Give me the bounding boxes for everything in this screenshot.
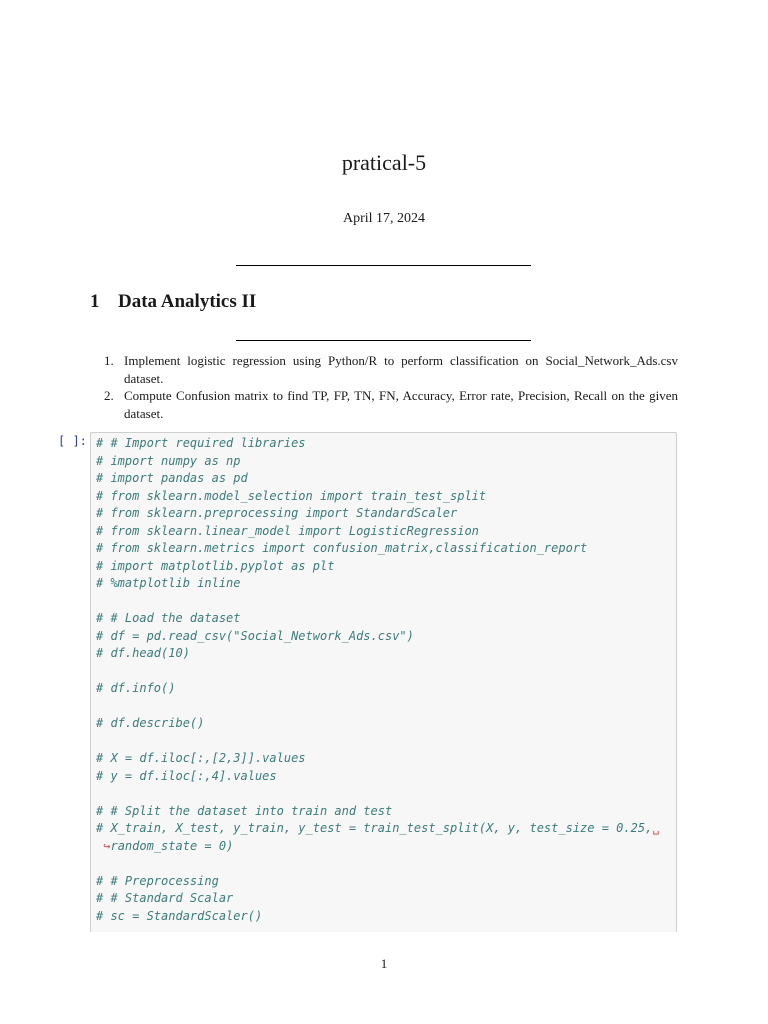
code-line (96, 698, 676, 716)
document-title: pratical-5 (341, 150, 427, 175)
line-continuation-icon: ␣ (652, 821, 660, 835)
code-line (96, 820, 676, 838)
code-line: # import pandas as pd (96, 471, 248, 485)
section-title: Data Analytics II (118, 291, 257, 312)
code-line: # from sklearn.metrics import confusion_matrix,classification_report (96, 541, 588, 555)
section-heading (90, 291, 256, 313)
code-line: # sc = StandardScaler() (96, 908, 263, 923)
code-line-text: random_state = 0) (110, 838, 234, 853)
code-line: # df.describe() (96, 716, 205, 730)
code-line: # df.info() (96, 681, 176, 695)
horizontal-rule-bottom (236, 340, 531, 341)
task-text: Implement logistic regression using Python/R to perform classification on Social_Network_Ads.csv dataset. (124, 353, 678, 386)
code-line: # df.head(10) (96, 646, 190, 660)
code-line: # # Standard Scalar (96, 891, 234, 905)
task-list (104, 352, 678, 422)
code-line: # from sklearn.model_selection import train_test_split (96, 488, 487, 503)
horizontal-rule-top (236, 265, 531, 266)
code-line (96, 663, 676, 681)
code-line: # # Import required libraries (96, 436, 306, 450)
code-line (96, 838, 676, 856)
code-line (96, 785, 676, 803)
task-marker: 2. (104, 388, 114, 403)
section-number: 1 (90, 291, 100, 312)
document-date: April 17, 2024 (342, 211, 426, 226)
code-cell-input[interactable] (90, 432, 677, 932)
code-line: # # Preprocessing (96, 873, 219, 888)
code-line: # from sklearn.preprocessing import StandardScaler (96, 506, 458, 520)
code-line: # X = df.iloc[:,[2,3]].values (96, 751, 306, 765)
code-line-text: # X_train, X_test, y_train, y_test = train_test_split(X, y, test_size = 0.25, (96, 821, 653, 835)
page-number: 1 (380, 956, 388, 971)
code-line: # # Split the dataset into train and test (96, 803, 393, 818)
code-line (96, 855, 676, 873)
code-line: # y = df.iloc[:,4].values (96, 768, 277, 783)
code-line: # import matplotlib.pyplot as plt (96, 558, 335, 573)
task-item (104, 352, 678, 387)
task-marker: 1. (104, 353, 114, 368)
code-line: # import numpy as np (96, 453, 241, 468)
code-line: # %matplotlib inline (96, 576, 241, 590)
code-line (96, 593, 676, 611)
cell-prompt: [ ]: (58, 434, 87, 448)
task-text: Compute Confusion matrix to find TP, FP, TN, FN, Accuracy, Error rate, Precision, Recall on the given dataset. (124, 388, 678, 421)
line-wrap-arrow-icon: ↪ (103, 838, 111, 853)
code-line: # from sklearn.linear_model import LogisticRegression (96, 523, 479, 538)
code-line: # # Load the dataset (96, 611, 241, 625)
task-item (104, 387, 678, 422)
code-line: # df = pd.read_csv("Social_Network_Ads.csv") (96, 628, 414, 643)
code-line (96, 733, 676, 751)
